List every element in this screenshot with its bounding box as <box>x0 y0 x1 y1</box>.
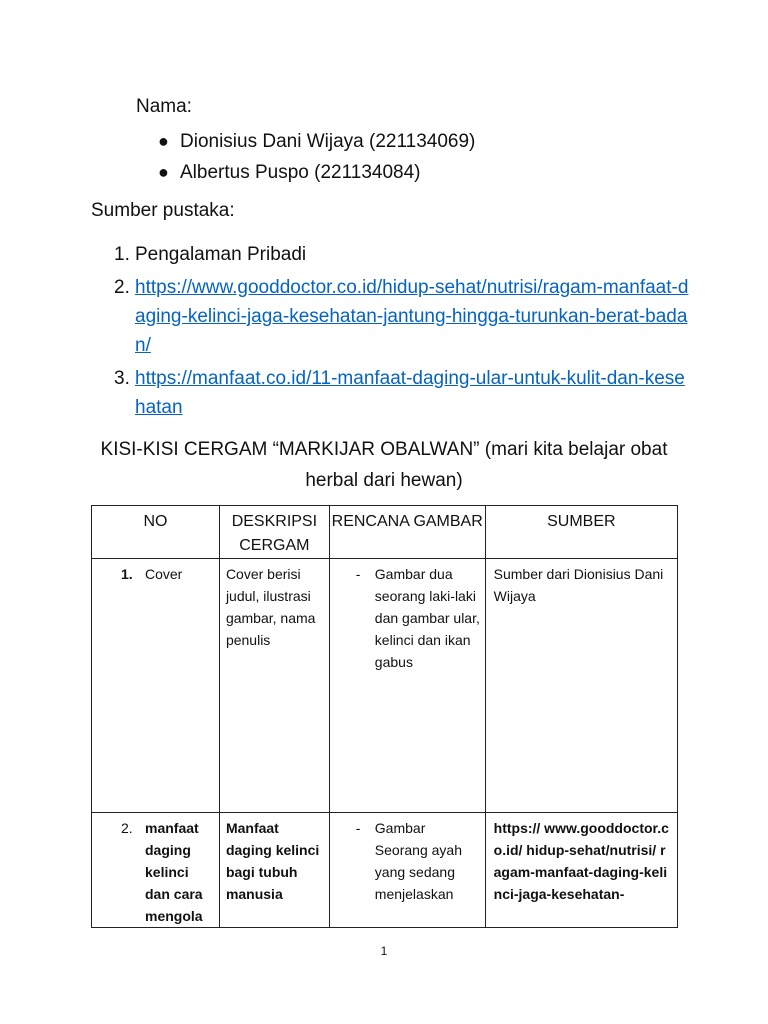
cell-no: 1. Cover <box>92 559 220 813</box>
header-deskripsi: DESKRIPSI CERGAM <box>219 506 329 559</box>
reference-text: Pengalaman Pribadi <box>135 244 307 265</box>
reference-item: 1. Pengalaman Pribadi <box>114 244 307 265</box>
header-rencana: RENCANA GAMBAR <box>329 506 485 559</box>
header-sumber: SUMBER <box>485 506 677 559</box>
nama-label: Nama: <box>136 96 192 117</box>
bullet-icon: ● <box>158 131 169 151</box>
cell-rencana: - Gambar Seorang ayah yang sedang menjelaskan <box>329 813 485 928</box>
reference-link[interactable]: https://www.gooddoctor.co.id/hidup-sehat/nutrisi/ragam-manfaat-daging-kelinci-jaga-kesehatan-jantung-hingga-turunkan-berat-badan/ <box>135 277 689 356</box>
cell-deskripsi: Cover berisi judul, ilustrasi gambar, nama penulis <box>219 559 329 813</box>
header-no: NO <box>92 506 220 559</box>
reference-item: 3. https://manfaat.co.id/11-manfaat-daging-ular-untuk-kulit-dan-kesehatan <box>114 368 685 418</box>
kisi-kisi-table <box>91 505 678 928</box>
reference-list <box>114 240 694 426</box>
page-number: 1 <box>380 944 388 958</box>
table-row <box>92 559 678 813</box>
cell-no: 2. manfaat daging kelinci dan cara mengola <box>92 813 220 928</box>
member-list <box>136 126 475 188</box>
reference-link[interactable]: https://manfaat.co.id/11-manfaat-daging-ular-untuk-kulit-dan-kesehatan <box>135 368 685 418</box>
cell-deskripsi: Manfaat daging kelinci bagi tubuh manusia <box>219 813 329 928</box>
table-row <box>92 813 678 928</box>
reference-item: 2. https://www.gooddoctor.co.id/hidup-sehat/nutrisi/ragam-manfaat-daging-kelinci-jaga-kesehatan-jantung-hingga-turunkan-berat-badan/ <box>114 277 689 356</box>
cell-rencana: - Gambar dua seorang laki-laki dan gambar ular, kelinci dan ikan gabus <box>329 559 485 813</box>
kisi-kisi-title: KISI-KISI CERGAM “MARKIJAR OBALWAN” (mari kita belajar obat herbal dari hewan) <box>100 439 668 491</box>
member-item: ● Dionisius Dani Wijaya (221134069) <box>136 126 475 157</box>
cell-sumber: Sumber dari Dionisius Dani Wijaya <box>485 559 677 813</box>
sumber-pustaka-label: Sumber pustaka: <box>91 200 235 221</box>
bullet-icon: ● <box>158 162 169 182</box>
member-item: ● Albertus Puspo (221134084) <box>136 157 475 188</box>
cell-sumber: https:// www.gooddoctor.co.id/ hidup-sehat/nutrisi/ ragam-manfaat-daging-kelinci-jaga-kesehatan- <box>485 813 677 928</box>
table-header-row <box>92 506 678 559</box>
